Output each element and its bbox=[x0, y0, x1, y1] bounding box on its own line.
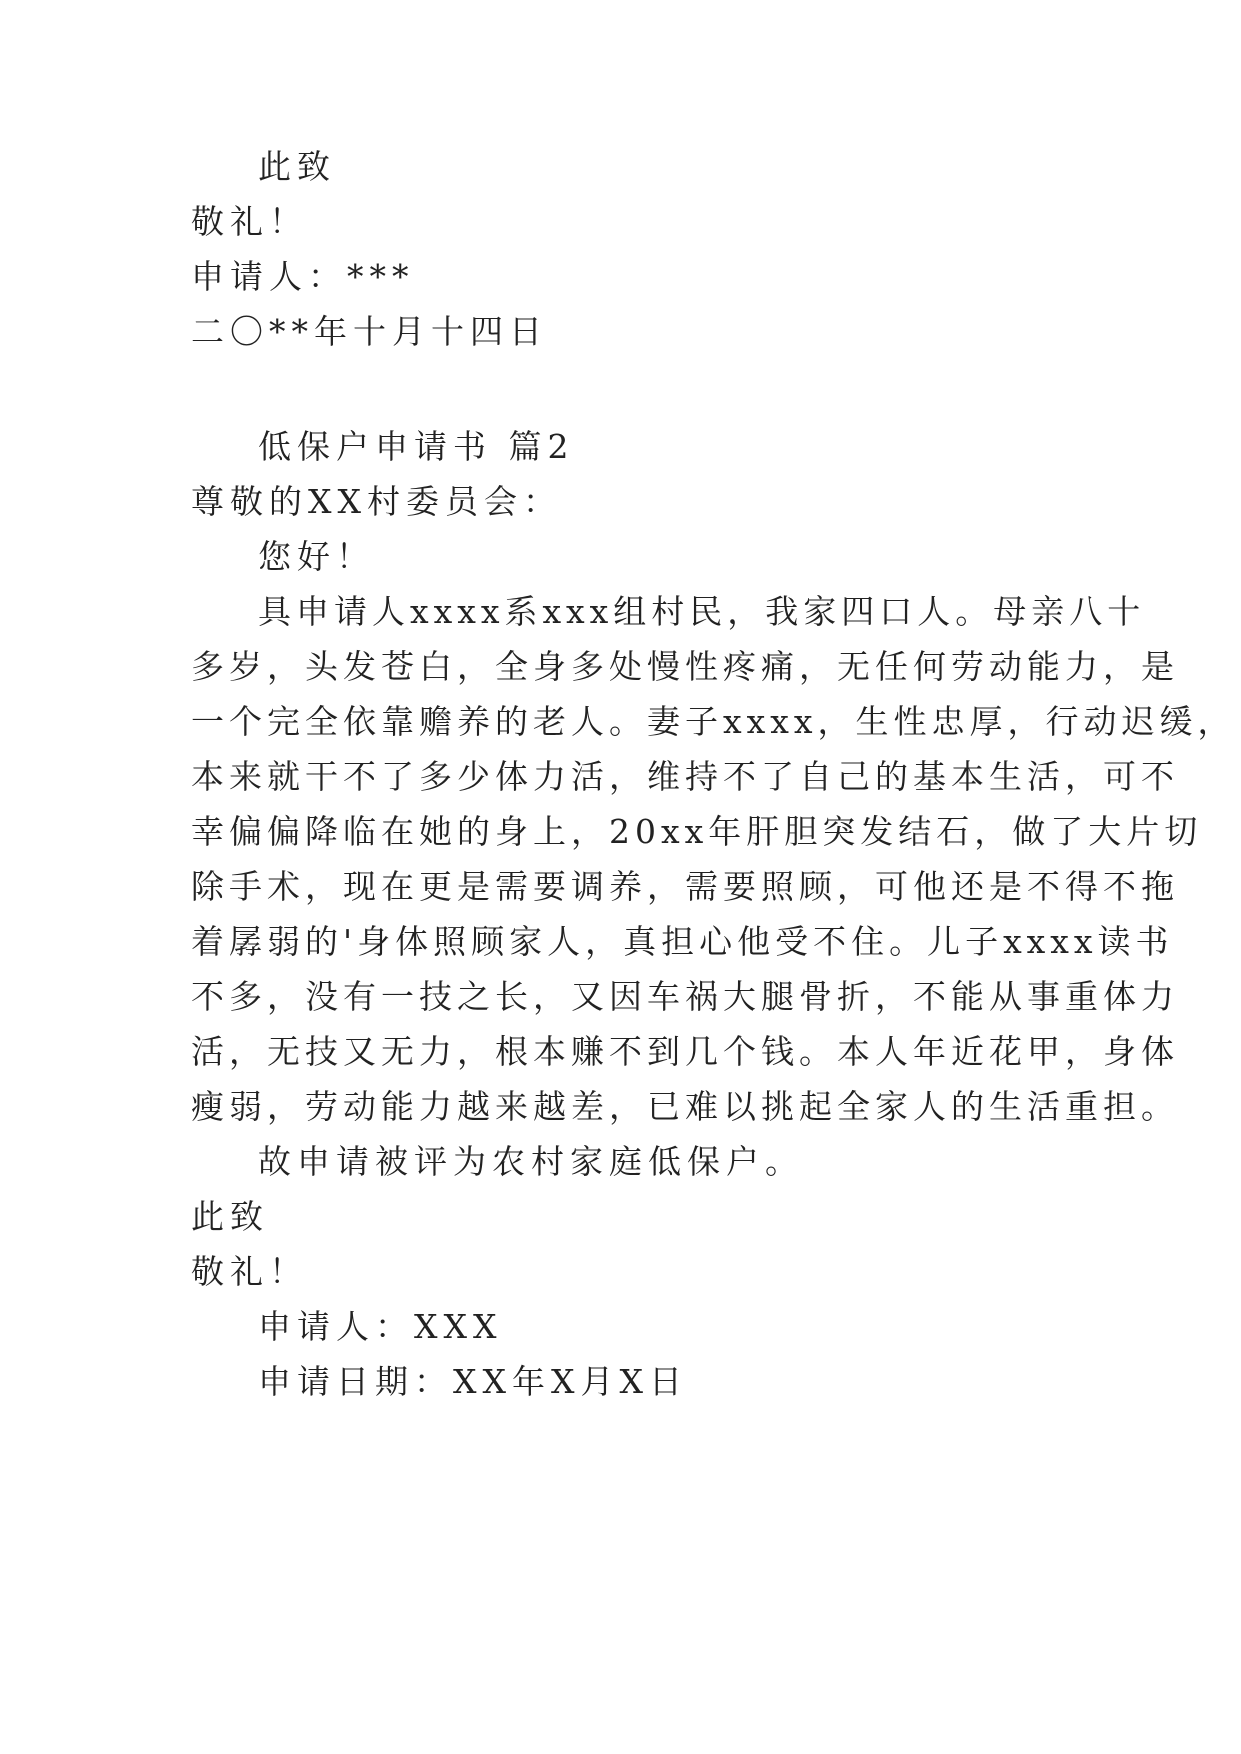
body-line: 瘦弱，劳动能力越来越差，已难以挑起全家人的生活重担。 bbox=[191, 1087, 1179, 1126]
closing-regards: 敬礼！ bbox=[191, 202, 308, 241]
body-line: 幸偏偏降临在她的身上，20xx年肝胆突发结石，做了大片切 bbox=[191, 812, 1203, 851]
closing-salutation-2: 此致 bbox=[191, 1197, 269, 1236]
body-line: 活，无技又无力，根本赚不到几个钱。本人年近花甲，身体 bbox=[191, 1032, 1179, 1071]
letter-date: 二〇**年十月十四日 bbox=[191, 312, 548, 351]
applicant-signature: 申请人：*** bbox=[191, 257, 415, 296]
body-line: 不多，没有一技之长，又因车祸大腿骨折，不能从事重体力 bbox=[191, 977, 1179, 1016]
closing-salutation: 此致 bbox=[258, 147, 336, 186]
application-date: 申请日期：XX年X月X日 bbox=[258, 1362, 688, 1401]
section-title: 低保户申请书 篇2 bbox=[258, 427, 575, 466]
body-line: 本来就干不了多少体力活，维持不了自己的基本生活，可不 bbox=[191, 757, 1179, 796]
body-line: 着孱弱的'身体照顾家人，真担心他受不住。儿子xxxx读书 bbox=[191, 922, 1174, 961]
applicant-signature-2: 申请人：XXX bbox=[258, 1307, 503, 1346]
body-line: 一个完全依靠赡养的老人。妻子xxxx，生性忠厚，行动迟缓， bbox=[191, 702, 1236, 741]
greeting-line: 您好！ bbox=[258, 537, 375, 576]
recipient-line: 尊敬的XX村委员会： bbox=[191, 482, 562, 521]
closing-regards-2: 敬礼！ bbox=[191, 1252, 308, 1291]
body-line: 具申请人xxxx系xxx组村民，我家四口人。母亲八十 bbox=[258, 592, 1146, 631]
body-line: 多岁，头发苍白，全身多处慢性疼痛，无任何劳动能力，是 bbox=[191, 647, 1179, 686]
request-line: 故申请被评为农村家庭低保户。 bbox=[258, 1142, 804, 1181]
body-line: 除手术，现在更是需要调养，需要照顾，可他还是不得不拖 bbox=[191, 867, 1179, 906]
